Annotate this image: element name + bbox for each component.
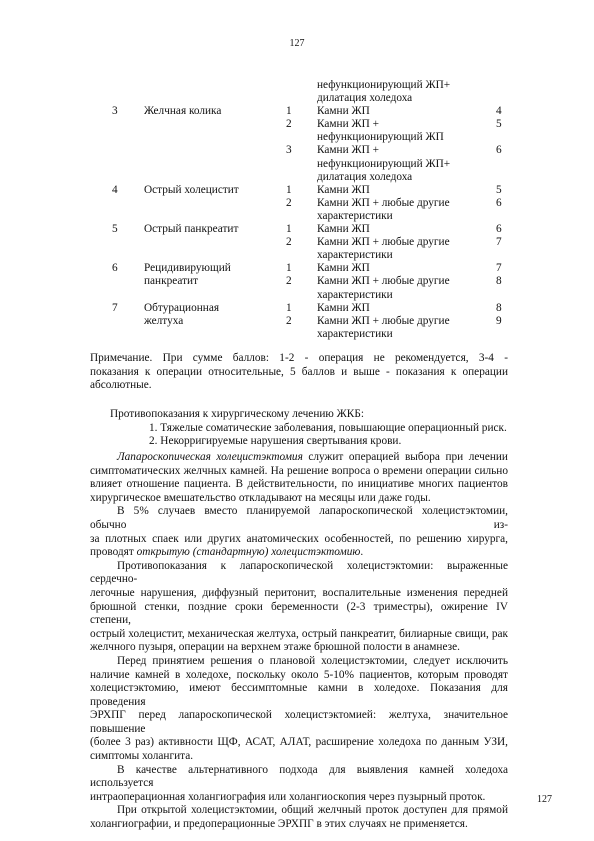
paragraph-line <box>90 587 508 601</box>
paragraph-line <box>90 601 508 628</box>
criterion-text: Камни ЖП + любые другие <box>317 314 450 327</box>
paragraph-line <box>90 641 508 655</box>
sub-index: 1 <box>286 183 292 196</box>
criterion-text: нефункционирующий ЖП <box>317 131 444 144</box>
paragraph <box>90 804 508 831</box>
paragraph-line <box>90 560 508 587</box>
note-line: абсолютные. <box>90 379 152 392</box>
contraindication-item-2: 2. Некорригируемые нарушения свертывания крови. <box>149 435 402 448</box>
note-line: Примечание. При сумме баллов: 1-2 - операция не рекомендуется, 3-4 - <box>90 352 508 364</box>
text-run: легочные нарушения, диффузный перитонит, воспалительные изменения передней <box>90 586 508 599</box>
criterion-text: Камни ЖП + любые другие <box>317 275 450 288</box>
sub-index: 2 <box>286 196 292 209</box>
paragraph <box>90 764 508 805</box>
criterion-text: нефункционирующий ЖП+ <box>317 157 451 170</box>
criterion-text: Камни ЖП + <box>317 118 379 131</box>
text-run: желчного пузыря, операции на верхнем этаже брюшной полости в анамнезе. <box>90 641 460 654</box>
text-run: Перед принятием решения о плановой холецистэктомии, следует исключить <box>117 654 508 667</box>
sub-index: 2 <box>286 275 292 288</box>
table-line <box>106 249 536 262</box>
contraindications-heading: Противопоказания к хирургическому лечению ЖКБ: <box>110 408 364 420</box>
note-line: показания к операции относительные, 5 баллов и выше - показания к операции <box>90 365 508 378</box>
paragraph-line <box>90 669 508 683</box>
contraindications-section <box>90 408 508 449</box>
text-run: (более 3 раз) активности ЩФ, АСАТ, АЛАТ, расширение холедоха по данным УЗИ, <box>90 736 508 749</box>
sub-index: 2 <box>286 118 292 131</box>
sub-index: 1 <box>286 301 292 314</box>
score-value: 7 <box>496 236 502 249</box>
table-line <box>106 158 536 171</box>
table-line <box>106 79 536 92</box>
paragraph-line <box>90 465 508 479</box>
text-run: интраоперационная холангиография или холангиоскопия через пузырный проток. <box>90 790 486 803</box>
row-index: 5 <box>112 223 118 236</box>
criterion-text: Камни ЖП <box>317 223 370 236</box>
paragraph-line <box>90 505 508 532</box>
text-run: за плотных спаек или других анатомических особенностей, по решению хирурга, <box>90 532 508 545</box>
criterion-text: Камни ЖП <box>317 105 370 118</box>
text-run: симптоматических желчных камней. На решение вопроса о времени операции сильно <box>90 464 508 477</box>
row-index: 7 <box>112 301 118 314</box>
disease-name: Рецидивирующий <box>144 262 231 275</box>
disease-name: Обтурационная <box>144 301 220 314</box>
text-run: брюшной стенки, поздние сроки беременности (2-3 триместры), ожирение IV степени, <box>90 600 508 627</box>
table-line <box>106 171 536 184</box>
page-number-top: 127 <box>289 38 305 49</box>
score-value: 6 <box>496 223 502 236</box>
text-run: служит операцией выбора при лечении <box>302 451 508 463</box>
table-line <box>106 289 536 302</box>
table-line <box>106 262 536 275</box>
paragraph-line <box>90 546 508 560</box>
paragraph-line <box>90 655 508 669</box>
table-line <box>106 315 536 328</box>
criterion-text: Камни ЖП + <box>317 144 379 157</box>
criterion-text: характеристики <box>317 288 393 301</box>
criterion-text: Камни ЖП + любые другие <box>317 196 450 209</box>
disease-name: панкреатит <box>144 275 199 288</box>
table-line <box>106 105 536 118</box>
sub-index: 2 <box>286 314 292 327</box>
disease-name: Острый панкреатит <box>144 223 239 236</box>
paragraph-line <box>90 736 508 750</box>
criterion-text: характеристики <box>317 249 393 262</box>
paragraph-line <box>90 791 508 805</box>
criteria-table <box>106 79 536 341</box>
table-line <box>106 302 536 315</box>
body-text <box>90 451 508 832</box>
criterion-text: дилатация холедоха <box>317 92 413 105</box>
table-row <box>106 184 536 223</box>
disease-name: Острый холецистит <box>144 183 239 196</box>
table-note <box>90 352 508 393</box>
sub-index: 1 <box>286 223 292 236</box>
paragraph <box>90 655 508 764</box>
text-run: влияет отношение пациента. В действительности, по инициативе многих пациентов <box>90 478 508 491</box>
paragraph-line <box>90 764 508 791</box>
paragraph-line <box>90 492 508 506</box>
disease-name: желтуха <box>144 314 184 327</box>
paragraph-line <box>90 533 508 547</box>
criterion-text: характеристики <box>317 327 393 340</box>
text-run: Противопоказания к лапароскопической холецистэктомии: выраженные сердечно- <box>90 559 508 586</box>
text-run: хирургическое вмешательство откладывают на месяцы или даже годы. <box>90 491 431 504</box>
paragraph-line <box>90 682 508 709</box>
table-line <box>106 184 536 197</box>
row-index: 3 <box>112 105 118 118</box>
text-run: острый холецистит, механическая желтуха, острый панкреатит, билиарные свищи, рак <box>90 627 508 640</box>
score-value: 8 <box>496 301 502 314</box>
text-run: наличие камней в холедохе, поскольку около 5-10% пациентов, которым проводят <box>90 668 508 681</box>
paragraph-line <box>90 818 508 832</box>
score-value: 7 <box>496 262 502 275</box>
paragraph-line <box>90 451 508 465</box>
table-line <box>106 210 536 223</box>
row-index: 6 <box>112 262 118 275</box>
table-line <box>106 197 536 210</box>
italic-term: открытую (стандартную) холецистэктомию <box>136 546 361 559</box>
score-value: 5 <box>496 183 502 196</box>
criterion-text: Камни ЖП + любые другие <box>317 236 450 249</box>
sub-index: 1 <box>286 262 292 275</box>
text-run: В качестве альтернативного подхода для выявления камней холедоха используется <box>90 763 508 790</box>
table-line <box>106 328 536 341</box>
text-run: холангиографии, и предоперационные ЭРХПГ в этих случаях не применяется. <box>90 818 468 831</box>
paragraph-line <box>90 804 508 818</box>
criterion-text: характеристики <box>317 209 393 222</box>
paragraph <box>90 451 508 505</box>
score-value: 6 <box>496 196 502 209</box>
table-line <box>106 275 536 288</box>
table-row <box>106 223 536 262</box>
text-run: При открытой холецистэктомии, общий желчный проток доступен для прямой <box>117 804 508 817</box>
paragraph-line <box>90 709 508 736</box>
criterion-text: дилатация холедоха <box>317 170 413 183</box>
paragraph-line <box>90 628 508 642</box>
table-row <box>106 302 536 341</box>
page-number-bottom: 127 <box>537 794 552 805</box>
table-line <box>106 118 536 131</box>
table-row <box>106 105 536 184</box>
text-run: ЭРХПГ перед лапароскопической холецистэктомией: желтуха, значительное повышение <box>90 709 508 735</box>
table-line <box>106 131 536 144</box>
criterion-text: Камни ЖП <box>317 262 370 275</box>
table-line <box>106 236 536 249</box>
sub-index: 3 <box>286 144 292 157</box>
criterion-text: Камни ЖП <box>317 183 370 196</box>
table-line <box>106 92 536 105</box>
paragraph <box>90 560 508 655</box>
text-run: проводят <box>90 546 137 559</box>
score-value: 5 <box>496 118 502 131</box>
text-run: В 5% случаев вместо планируемой лапароскопической холецистэктомии, обычно из- <box>90 505 508 531</box>
table-row <box>106 262 536 301</box>
score-value: 8 <box>496 275 502 288</box>
contraindication-item-1: 1. Тяжелые соматические заболевания, повышающие операционный риск. <box>149 421 507 434</box>
score-value: 6 <box>496 144 502 157</box>
criterion-text: Камни ЖП <box>317 301 370 314</box>
disease-name: Желчная колика <box>144 105 222 118</box>
italic-term: Лапароскопическая холецистэктомия <box>117 451 303 463</box>
paragraph-line <box>90 750 508 764</box>
sub-index: 1 <box>286 105 292 118</box>
paragraph-line <box>90 478 508 492</box>
text-run: холецистэктомию, имеют бессимптомные камни в холедохе. Показания для проведения <box>90 682 508 708</box>
paragraph <box>90 505 508 559</box>
text-run: . <box>360 546 364 559</box>
table-line <box>106 223 536 236</box>
score-value: 4 <box>496 105 502 118</box>
row-index: 4 <box>112 183 118 196</box>
table-line <box>106 144 536 157</box>
criterion-text: нефункционирующий ЖП+ <box>317 79 451 91</box>
text-run: симптомы холангита. <box>90 750 194 763</box>
score-value: 9 <box>496 314 502 327</box>
sub-index: 2 <box>286 236 292 249</box>
